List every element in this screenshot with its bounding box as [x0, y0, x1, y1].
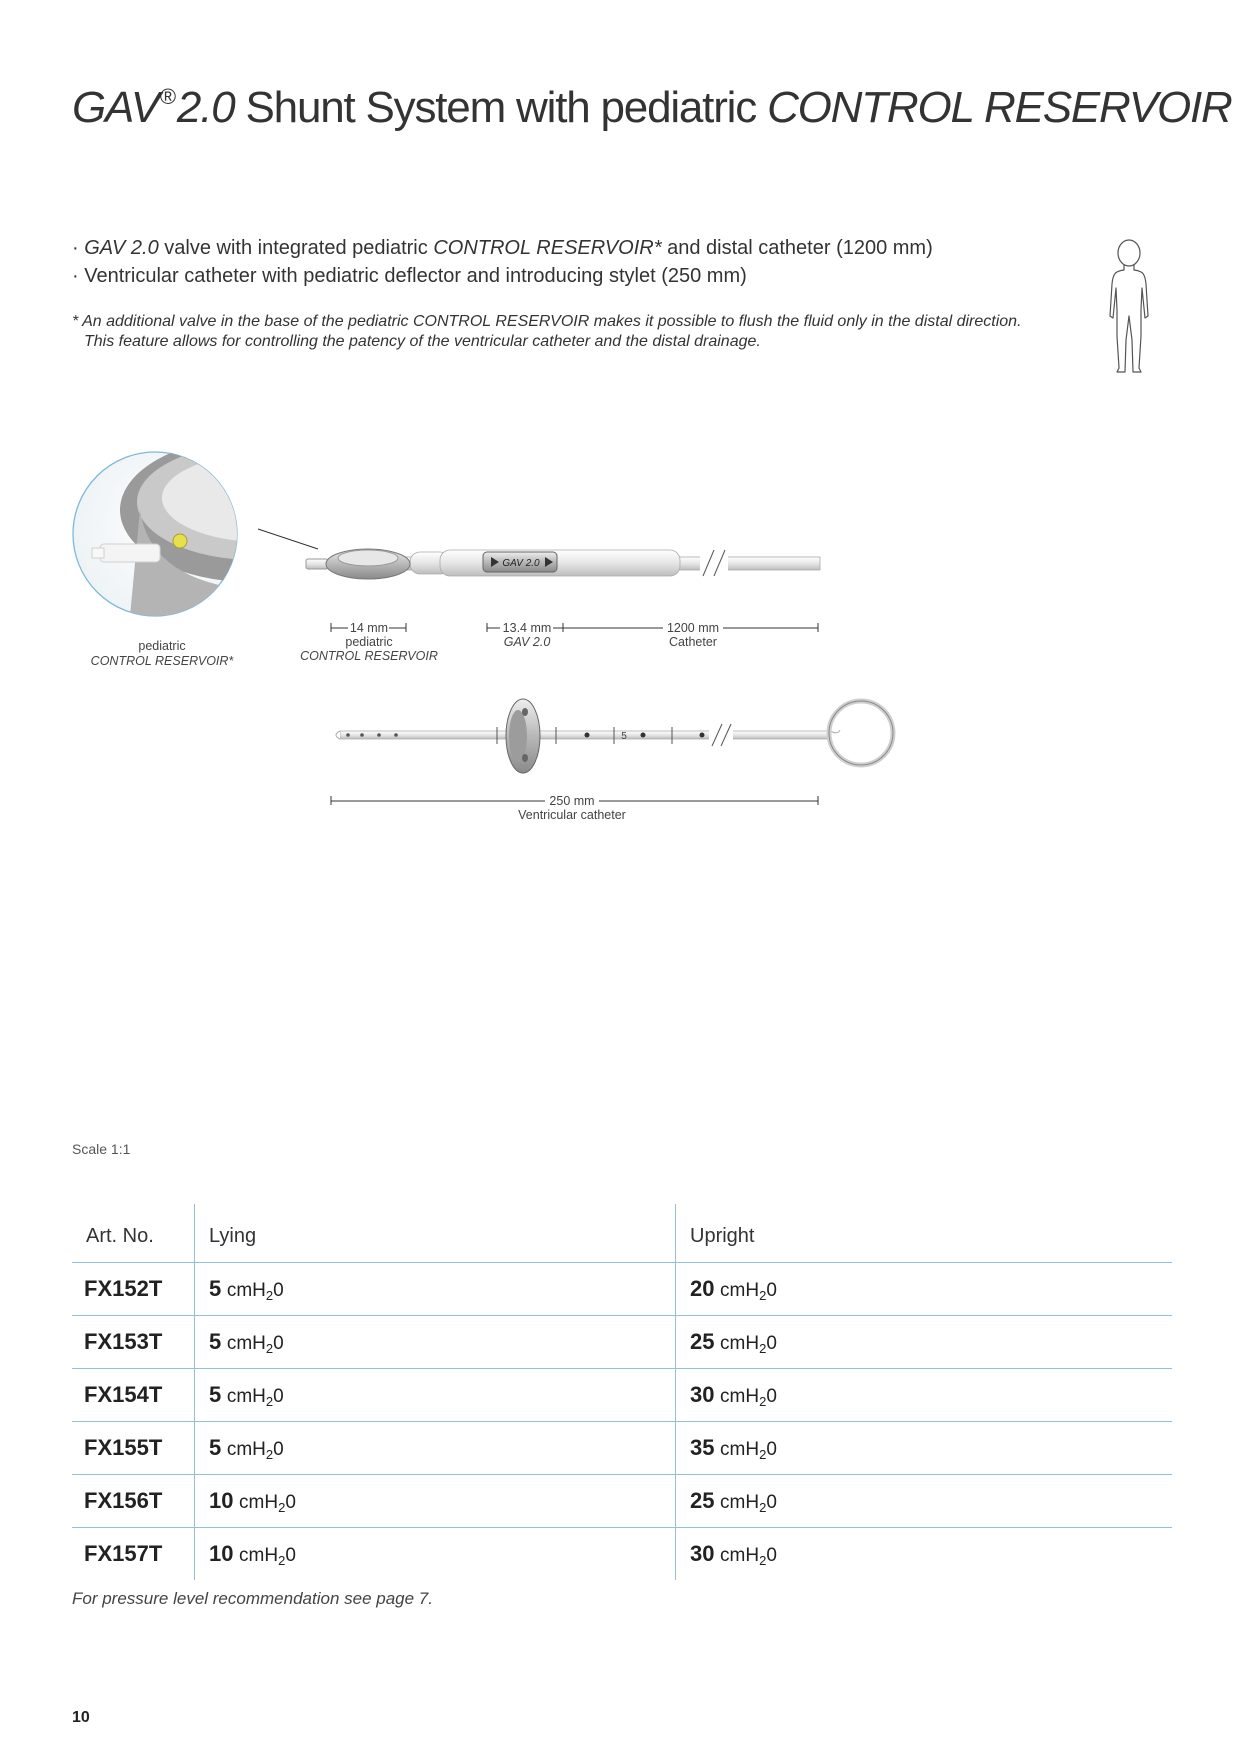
lying-pressure: 5 cmH$_2$0 — [195, 1263, 676, 1316]
scale-label: Scale 1:1 — [72, 1141, 131, 1157]
pressure-footnote: For pressure level recommendation see page 7. — [72, 1589, 433, 1608]
article-number: FX153T — [72, 1316, 195, 1369]
upright-pressure: 25 cmH$_2$0 — [676, 1475, 1173, 1528]
child-figure-icon — [1105, 236, 1153, 374]
reservoir-note — [72, 312, 1022, 352]
dimension-label: CONTROL RESERVOIR — [300, 649, 438, 663]
lying-pressure: 5 cmH$_2$0 — [195, 1369, 676, 1422]
pressure-table — [72, 1204, 1172, 1580]
table-row — [72, 1528, 1172, 1581]
feature-list — [72, 234, 933, 290]
title-version: 2.0 — [176, 83, 235, 132]
ventricular-catheter — [336, 699, 893, 773]
article-number: FX157T — [84, 1541, 163, 1566]
dimension-label: GAV 2.0 — [503, 635, 551, 649]
article-number: FX152T — [72, 1263, 195, 1316]
magnifier-detail — [73, 440, 380, 616]
magnifier-label: CONTROL RESERVOIR* — [90, 654, 234, 668]
lying-pressure: 10 cmH$_2$0 — [195, 1528, 676, 1581]
table-row — [72, 1316, 1172, 1369]
column-header: Upright — [676, 1204, 1173, 1263]
valve-label: GAV 2.0 — [502, 558, 540, 569]
column-header: Art. No. — [72, 1204, 195, 1263]
feature-item: · Ventricular catheter with pediatric deflector and introducing stylet (250 mm) — [72, 265, 747, 287]
registered-mark: ® — [159, 84, 175, 109]
column-header: Lying — [195, 1204, 676, 1263]
dimension-value: 250 mm — [549, 794, 595, 808]
upright-pressure: 20 cmH$_2$0 — [676, 1263, 1173, 1316]
article-number: FX155T — [72, 1422, 195, 1475]
note-line: This feature allows for controlling the patency of the ventricular catheter and the distal drainage. — [84, 333, 761, 350]
table-header-row — [72, 1204, 1172, 1263]
table-row — [72, 1263, 1172, 1316]
title-reservoir: CONTROL RESERVOIR — [767, 83, 1232, 132]
catheter-mark: 5 — [621, 731, 627, 742]
magnifier-label: pediatric — [138, 639, 186, 653]
dimension-lines — [331, 623, 818, 632]
article-number: FX156T — [72, 1475, 195, 1528]
upright-pressure: 35 cmH$_2$0 — [676, 1422, 1173, 1475]
dimension-value: 1200 mm — [666, 621, 720, 635]
dimension-label: pediatric — [345, 635, 393, 649]
table-row — [72, 1475, 1172, 1528]
lying-pressure: 5 cmH$_2$0 — [195, 1316, 676, 1369]
note-line: * An additional valve in the base of the pediatric CONTROL RESERVOIR makes it possible to flush the fluid only in the distal direction. — [72, 313, 1022, 330]
dimension-label: Ventricular catheter — [518, 808, 626, 822]
upright-pressure: 30 cmH$_2$0 — [676, 1528, 1173, 1581]
article-number: FX154T — [72, 1369, 195, 1422]
feature-item: · GAV 2.0 valve with integrated pediatric CONTROL RESERVOIR* and distal catheter (1200 mm) — [72, 237, 933, 259]
page-number: 10 — [72, 1709, 90, 1726]
table-row — [72, 1422, 1172, 1475]
title-text: Shunt System with pediatric — [234, 83, 768, 132]
dimension-label: Catheter — [669, 635, 717, 649]
dimension-value: 14 mm — [349, 621, 389, 635]
lying-pressure: 5 cmH$_2$0 — [195, 1422, 676, 1475]
upright-pressure: 30 cmH$_2$0 — [676, 1369, 1173, 1422]
shunt-assembly — [306, 549, 820, 579]
dimension-value: 13.4 mm — [502, 621, 552, 635]
title-product: GAV — [72, 83, 159, 132]
shunt-diagram — [0, 440, 1241, 840]
table-row — [72, 1369, 1172, 1422]
lying-pressure: 10 cmH$_2$0 — [195, 1475, 676, 1528]
page-title — [72, 83, 1232, 132]
upright-pressure: 25 cmH$_2$0 — [676, 1316, 1173, 1369]
